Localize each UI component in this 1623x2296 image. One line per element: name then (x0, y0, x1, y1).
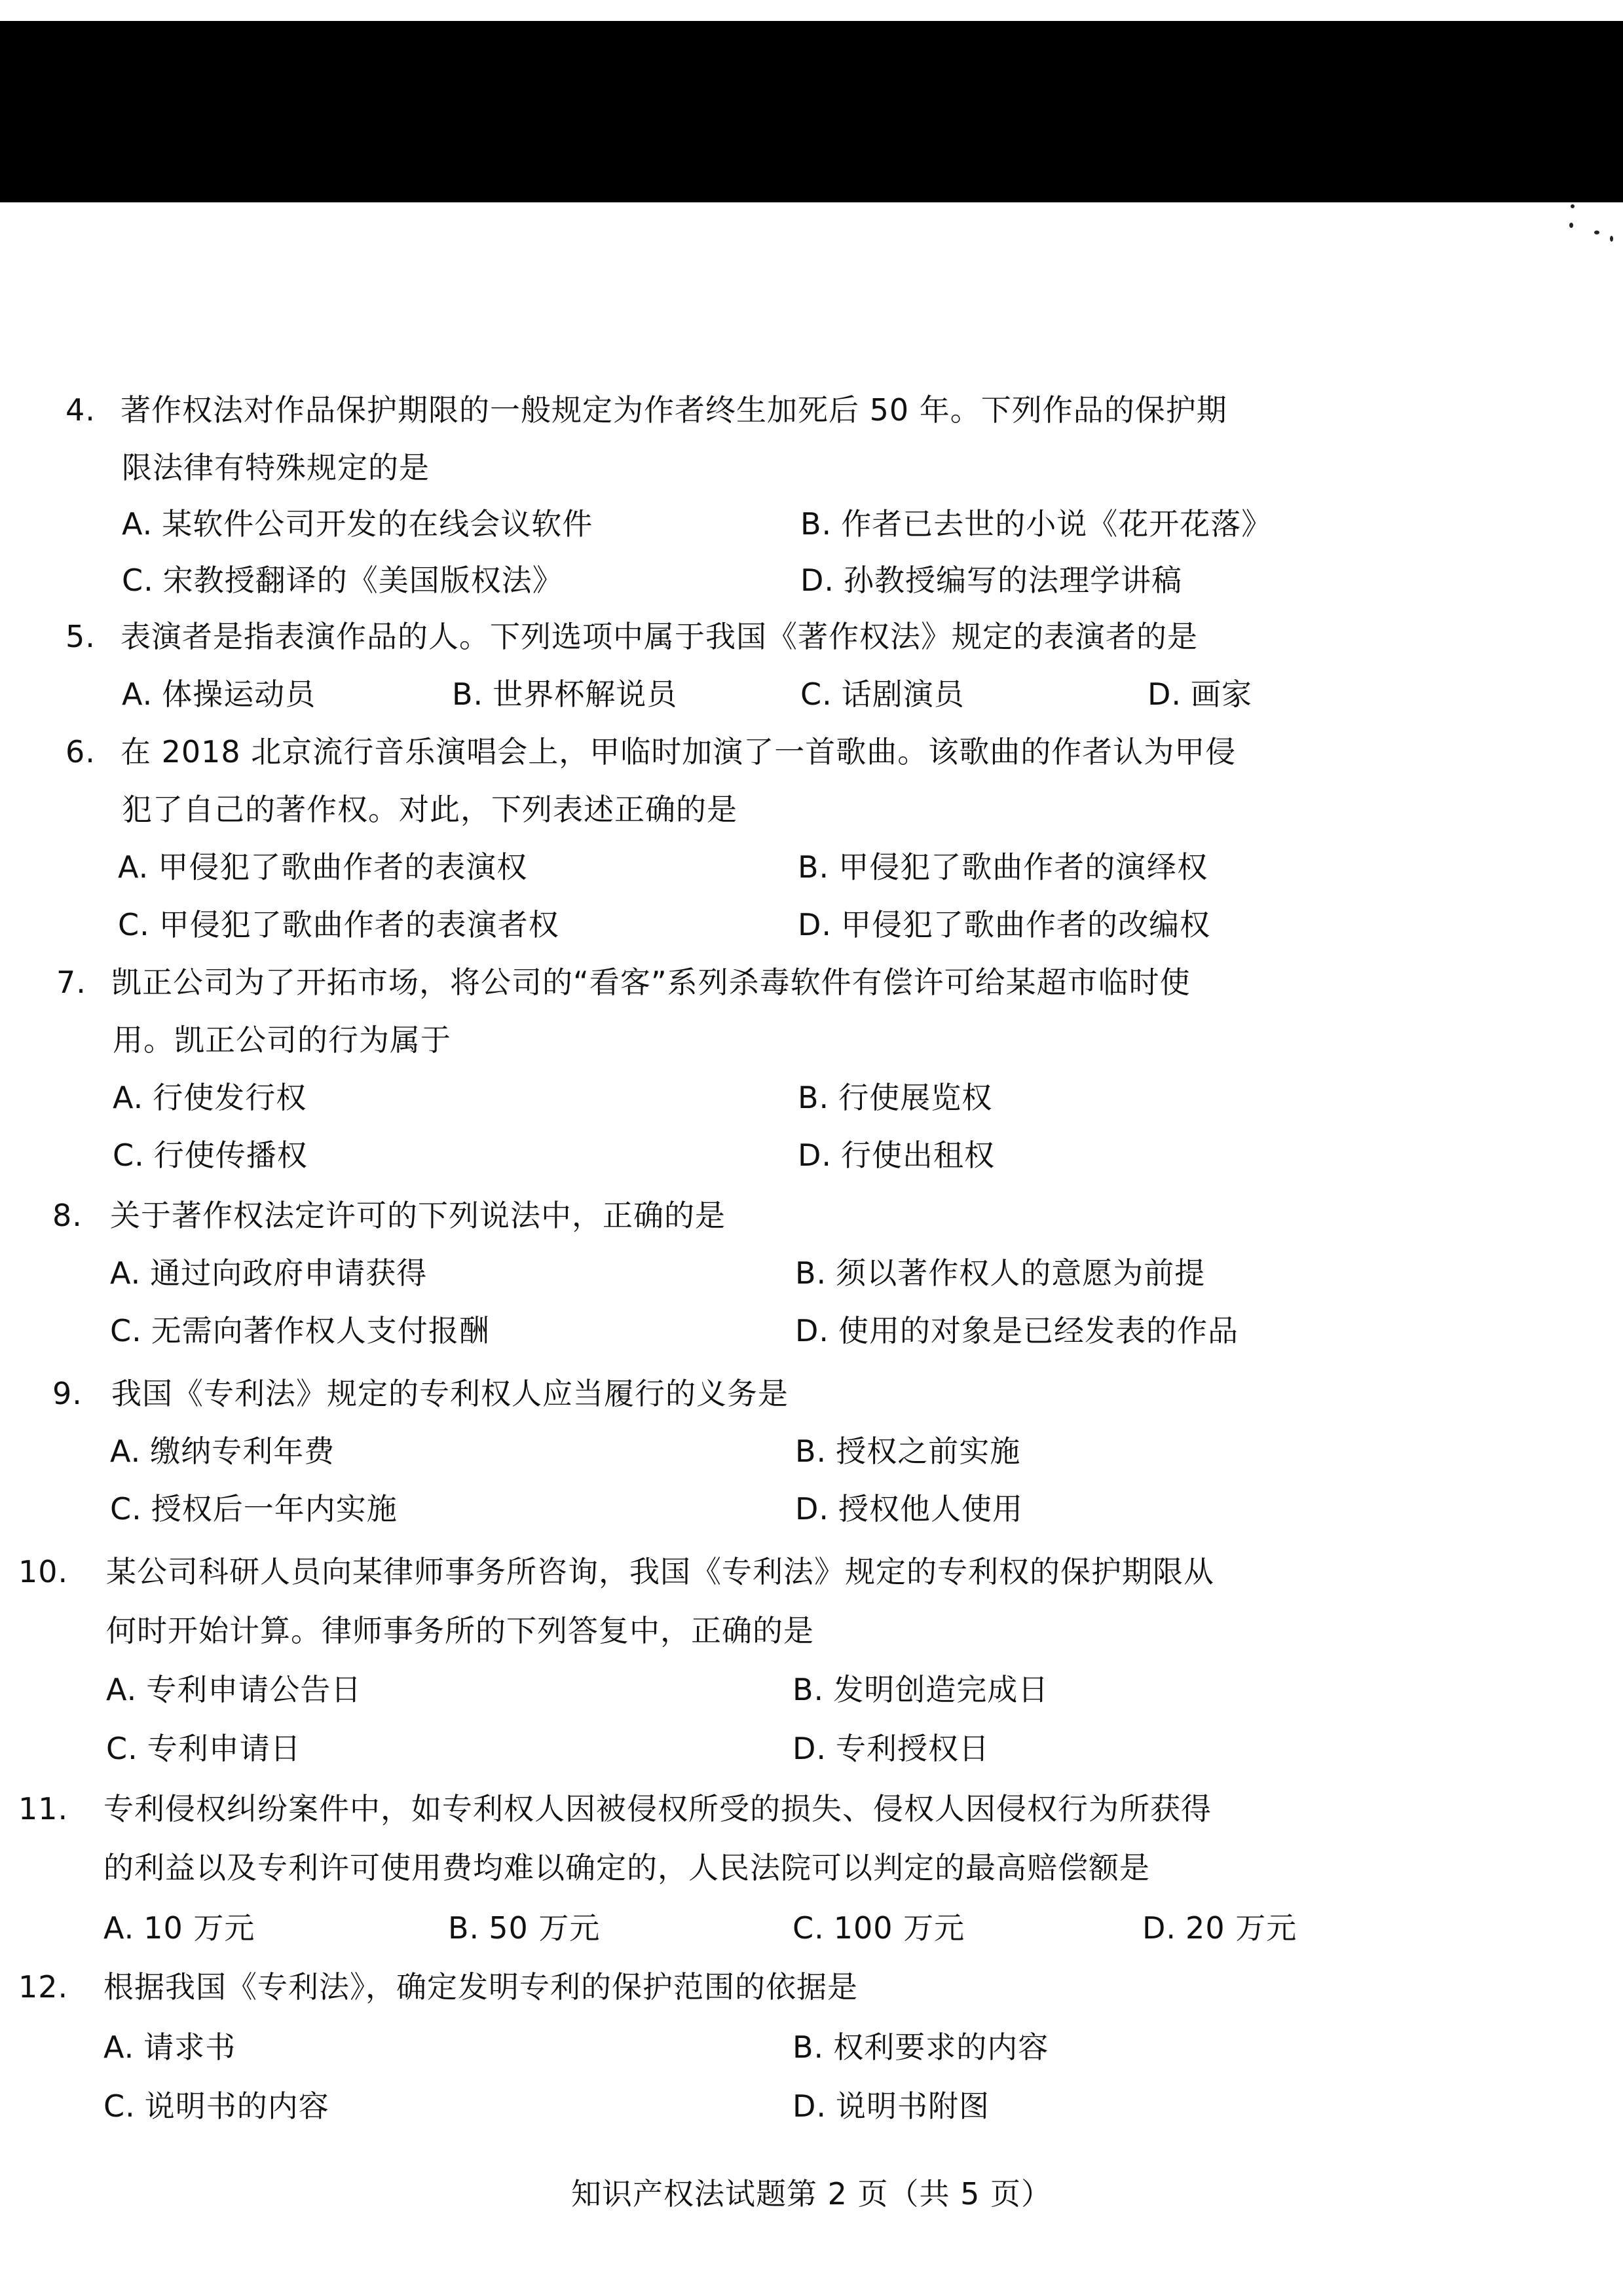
scan-speck (1594, 231, 1599, 234)
scan-speck (1569, 223, 1573, 228)
scan-speck (1610, 236, 1613, 242)
option-a: A. 行使发行权 (113, 1080, 307, 1115)
question-stem-line: 8. 关于著作权法定许可的下列说法中，正确的是 (52, 1196, 726, 1235)
question-number: 6. (65, 734, 96, 769)
question-stem-line: 11. 专利侵权纠纷案件中，如专利权人因被侵权所受的损失、侵权人因侵权行为所获得 (18, 1789, 1212, 1828)
option-a: A. 缴纳专利年费 (110, 1434, 335, 1469)
question-stem-line: 4. 著作权法对作品保护期限的一般规定为作者终生加死后 50 年。下列作品的保护期 (65, 390, 1227, 430)
option-b: B. 甲侵犯了歌曲作者的演绎权 (798, 849, 1208, 885)
question-number: 4. (65, 392, 96, 428)
question-stem-line: 6. 在 2018 北京流行音乐演唱会上，甲临时加演了一首歌曲。该歌曲的作者认为甲侵 (65, 732, 1236, 771)
option-a: A. 通过向政府申请获得 (110, 1255, 428, 1291)
question-number: 8. (52, 1198, 83, 1233)
option-d: D. 甲侵犯了歌曲作者的改编权 (798, 907, 1211, 942)
option-d: D. 行使出租权 (798, 1138, 996, 1173)
option-b: B. 发明创造完成日 (793, 1672, 1049, 1707)
option-d: D. 说明书附图 (793, 2088, 990, 2124)
question-number: 5. (65, 619, 96, 654)
option-b: B. 50 万元 (448, 1910, 601, 1946)
option-b: B. 授权之前实施 (795, 1434, 1021, 1469)
question-number: 10. (18, 1554, 69, 1589)
question-stem-line: 犯了自己的著作权。对此，下列表述正确的是 (122, 792, 737, 827)
question-stem-line: 限法律有特殊规定的是 (122, 450, 430, 485)
question-stem-line: 5. 表演者是指表演作品的人。下列选项中属于我国《著作权法》规定的表演者的是 (65, 617, 1198, 656)
option-c: C. 甲侵犯了歌曲作者的表演者权 (118, 907, 559, 942)
option-b: B. 行使展览权 (798, 1080, 993, 1115)
option-c: C. 无需向著作权人支付报酬 (110, 1313, 490, 1348)
question-stem-line: 的利益以及专利许可使用费均难以确定的，人民法院可以判定的最高赔偿额是 (103, 1850, 1150, 1885)
option-c: C. 宋教授翻译的《美国版权法》 (122, 563, 563, 598)
option-c: C. 说明书的内容 (103, 2088, 329, 2124)
option-b: B. 世界杯解说员 (452, 676, 678, 712)
option-a: A. 请求书 (103, 2029, 236, 2065)
question-stem-line: 12. 根据我国《专利法》，确定发明专利的保护范围的依据是 (18, 1967, 858, 2007)
option-c: C. 授权后一年内实施 (110, 1491, 398, 1527)
question-stem-line: 9. 我国《专利法》规定的专利权人应当履行的义务是 (52, 1374, 789, 1413)
option-a: A. 专利申请公告日 (106, 1672, 362, 1707)
option-a: A. 体操运动员 (122, 676, 316, 712)
option-b: B. 须以著作权人的意愿为前提 (795, 1255, 1206, 1291)
option-a: A. 某软件公司开发的在线会议软件 (122, 506, 593, 542)
question-stem-line: 用。凯正公司的行为属于 (113, 1022, 451, 1058)
question-stem-line: 10. 某公司科研人员向某律师事务所咨询，我国《专利法》规定的专利权的保护期限从 (18, 1552, 1214, 1591)
option-c: C. 行使传播权 (113, 1138, 308, 1173)
question-number: 12. (18, 1969, 69, 2005)
option-c: C. 100 万元 (793, 1910, 965, 1946)
question-stem-line: 7. 凯正公司为了开拓市场，将公司的“看客”系列杀毒软件有偿许可给某超市临时使 (56, 963, 1191, 1002)
option-d: D. 画家 (1147, 676, 1253, 712)
option-d: D. 使用的对象是已经发表的作品 (795, 1313, 1239, 1348)
option-c: C. 专利申请日 (106, 1731, 301, 1766)
option-a: A. 甲侵犯了歌曲作者的表演权 (118, 849, 528, 885)
question-number: 9. (52, 1376, 83, 1411)
question-stem-line: 何时开始计算。律师事务所的下列答复中，正确的是 (106, 1613, 814, 1648)
page-footer: 知识产权法试题第 2 页（共 5 页） (570, 2176, 1053, 2212)
option-d: D. 授权他人使用 (795, 1491, 1024, 1527)
option-b: B. 权利要求的内容 (793, 2029, 1049, 2065)
option-a: A. 10 万元 (103, 1910, 255, 1946)
option-d: D. 20 万元 (1142, 1910, 1297, 1946)
redaction-bar (0, 21, 1623, 202)
question-number: 11. (18, 1791, 69, 1826)
option-d: D. 孙教授编写的法理学讲稿 (800, 563, 1183, 598)
option-c: C. 话剧演员 (800, 676, 965, 712)
question-number: 7. (56, 965, 86, 1000)
scan-speck (1571, 204, 1575, 208)
option-b: B. 作者已去世的小说《花开花落》 (800, 506, 1273, 542)
option-d: D. 专利授权日 (793, 1731, 990, 1766)
